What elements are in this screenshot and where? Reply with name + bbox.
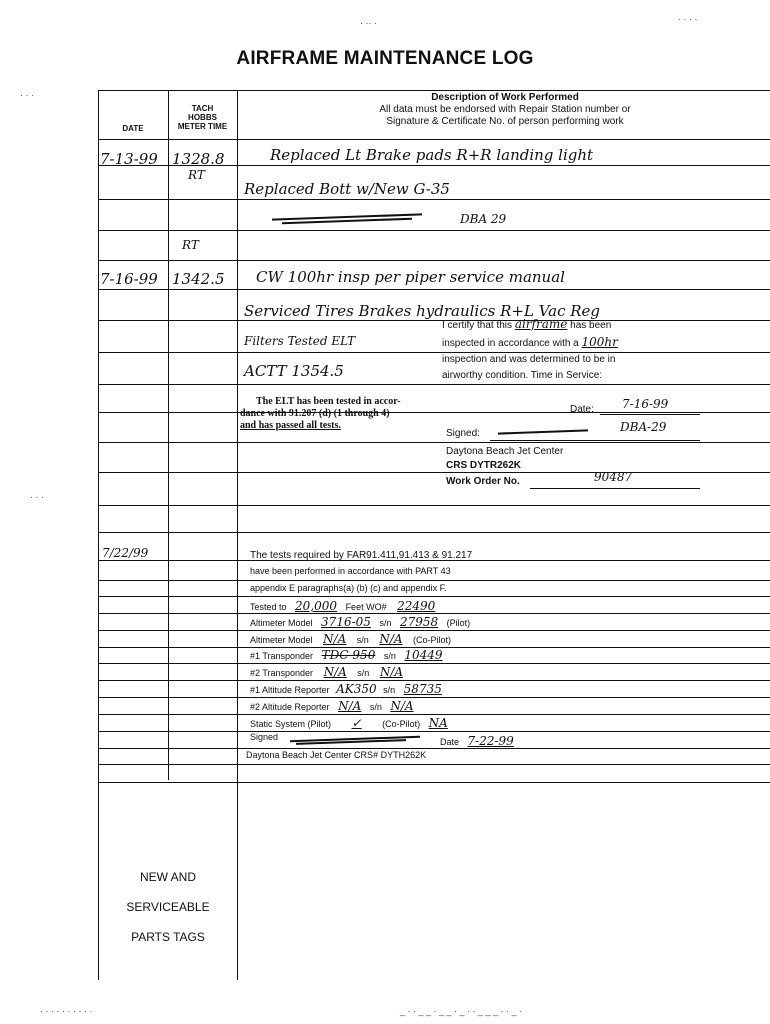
row-line [98, 289, 770, 290]
row-line [98, 230, 770, 231]
crs-number: CRS DYTR262K [446, 460, 522, 471]
e3-l9b: AK350 [336, 682, 377, 696]
header-date: DATE [122, 124, 144, 133]
e3-l6e: (Co-Pilot) [413, 635, 452, 645]
row-line [98, 384, 770, 385]
elt-line1: The ELT has been tested in accor- [256, 396, 401, 407]
parts-line3: PARTS TAGS [131, 930, 205, 944]
e3-l8 [250, 665, 411, 679]
entry1-rt1: RT [188, 168, 205, 182]
e3-l5a: Altimeter Model [250, 618, 313, 628]
row-line [98, 320, 770, 321]
entry2-line4: ACTT 1354.5 [244, 362, 344, 380]
scan-speck: · · · [20, 90, 34, 100]
e3-l10 [250, 699, 420, 713]
entry2-line2: Serviced Tires Brakes hydraulics R+L Vac Reg [244, 302, 601, 320]
e3-l10d: N/A [390, 699, 414, 713]
row-line [98, 412, 770, 413]
e3-l7a: #1 Transponder [250, 651, 314, 661]
work-order-value: 90487 [594, 470, 633, 484]
entry3-date: 7/22/99 [102, 546, 149, 560]
e3-l7b: TDC-950 [321, 648, 376, 662]
e3-l9d: 58735 [403, 682, 442, 696]
parts-tags [98, 862, 238, 952]
entry2-signature [498, 426, 598, 438]
row-line [98, 630, 770, 631]
e3-l6 [250, 632, 451, 646]
row-line [98, 472, 770, 473]
work-order-label: Work Order No. [446, 476, 520, 487]
header-desc-title: Description of Work Performed [431, 92, 579, 103]
e3-l5e: (Pilot) [446, 618, 471, 628]
e3-l10b: N/A [338, 699, 362, 713]
e3-l12a: Signed [250, 732, 279, 742]
row-line [98, 613, 770, 614]
entry2-date: 7-16-99 [100, 270, 158, 288]
certify-line4: airworthy condition. Time in Service: [442, 370, 603, 381]
entry1-line3: DBA 29 [460, 212, 507, 226]
row-line [98, 580, 770, 581]
entry1-rt2: RT [182, 238, 199, 252]
e3-l9 [250, 682, 448, 696]
certify-text-c: inspected in accordance with a [442, 338, 579, 349]
e3-l10a: #2 Altitude Reporter [250, 702, 330, 712]
e3-l8d: N/A [379, 665, 404, 679]
row-line [98, 731, 770, 732]
row-line [98, 596, 770, 597]
entry2-date-value: 7-16-99 [622, 397, 669, 411]
entry2-line3: Filters Tested ELT [244, 334, 356, 348]
entry1-tach: 1328.8 [172, 150, 225, 168]
certify-line2 [442, 336, 618, 350]
certify-line1 [442, 318, 611, 332]
e3-l2: have been performed in accordance with PART 43 [250, 566, 451, 576]
e3-l12b: Date [440, 737, 460, 747]
row-line [98, 680, 770, 681]
row-line [98, 532, 770, 533]
e3-l6d: N/A [379, 632, 403, 646]
row-line [98, 663, 770, 664]
e3-l11c: (Co-Pilot) [382, 719, 421, 729]
parts-line2: SERVICEABLE [126, 900, 210, 914]
e3-l12c: 7-22-99 [467, 734, 514, 748]
e3-signature [290, 734, 430, 746]
e3-l1: The tests required by FAR91.411,91.413 & 91.217 [250, 550, 473, 561]
row-line [98, 199, 770, 200]
e3-l6b: N/A [323, 632, 347, 646]
scan-speck: _ · · _ _ · _ _ · _ · · _ _ _ · · _ · [400, 1006, 523, 1016]
certify-line3: inspection and was determined to be in [442, 354, 616, 365]
scan-speck: · · · · [678, 14, 698, 24]
e3-l7 [250, 648, 449, 662]
certify-text-b: has been [570, 320, 612, 331]
e3-l8a: #2 Transponder [250, 668, 314, 678]
entry2-signed-label: Signed: [446, 428, 480, 439]
header-tach-line2: HOBBS [188, 113, 217, 122]
e3-l10c: s/n [369, 702, 382, 712]
e3-l5c: s/n [379, 618, 392, 628]
row-line [98, 764, 770, 765]
e3-l9c: s/n [383, 685, 396, 695]
certify-hand2: 100hr [581, 335, 618, 349]
entry2-tach: 1342.5 [172, 270, 225, 288]
header-description [240, 92, 770, 128]
entry2-signed-value: DBA-29 [620, 420, 667, 434]
header-tach-line1: TACH [191, 104, 214, 113]
e3-l12-date [440, 734, 514, 748]
e3-l4c: Feet WO# [345, 602, 387, 612]
e3-l5b: 3716-05 [321, 615, 371, 629]
header-tach [168, 104, 237, 131]
e3-l4d: 22490 [397, 599, 436, 613]
e3-l11d: NA [428, 716, 448, 730]
entry1-date: 7-13-99 [100, 150, 158, 168]
e3-l5d: 27958 [399, 615, 439, 629]
e3-l11b: ✓ [351, 716, 362, 730]
e3-l8c: s/n [357, 668, 370, 678]
e3-l12 [250, 732, 278, 742]
row-line [98, 714, 770, 715]
e3-l3: appendix E paragraphs(a) (b) (c) and appendix F. [250, 583, 447, 593]
e3-l7d: 10449 [404, 648, 443, 662]
row-line [98, 442, 770, 443]
certify-hand1: airframe [514, 317, 568, 331]
entry1-line2: Replaced Bott w/New G-35 [244, 180, 450, 198]
row-line [98, 748, 770, 749]
row-line [98, 260, 770, 261]
e3-l7c: s/n [383, 651, 396, 661]
elt-line2: dance with 91.207 (d) (1 through 4) [240, 408, 390, 419]
shop-name: Daytona Beach Jet Center [446, 446, 564, 457]
header-desc-line3: Signature & Certificate No. of person performing work [386, 116, 624, 127]
scan-speck: · · · [30, 492, 44, 502]
e3-l9a: #1 Altitude Reporter [250, 685, 330, 695]
header-desc-line2: All data must be endorsed with Repair Station number or [379, 104, 631, 115]
parts-line1: NEW AND [139, 870, 196, 884]
e3-l4 [250, 599, 435, 613]
entry2-date-label: Date: [570, 404, 594, 415]
certify-text-a: I certify that this [442, 320, 513, 331]
e3-l13: Daytona Beach Jet Center CRS# DYTH262K [246, 750, 427, 760]
entry1-signature [272, 210, 442, 228]
row-line [98, 505, 770, 506]
scan-speck: · ·· · [360, 18, 377, 28]
e3-l4b: 20,000 [295, 599, 338, 613]
e3-l4a: Tested to [250, 602, 287, 612]
header-tach-line3: METER TIME [177, 122, 228, 131]
row-line [98, 782, 770, 783]
e3-l8b: N/A [323, 665, 347, 679]
e3-l11 [250, 716, 448, 730]
entry1-line1: Replaced Lt Brake pads R+R landing light [270, 146, 594, 164]
e3-l6a: Altimeter Model [250, 635, 313, 645]
entry2-line1: CW 100hr insp per piper service manual [256, 268, 565, 286]
e3-l11a: Static System (Pilot) [250, 719, 332, 729]
elt-line3: and has passed all tests. [240, 420, 341, 431]
row-line [98, 697, 770, 698]
e3-l6c: s/n [356, 635, 369, 645]
e3-l5 [250, 615, 470, 629]
scan-speck: · · · · · · · · · · [40, 1006, 93, 1016]
row-line [98, 352, 770, 353]
page-title: AIRFRAME MAINTENANCE LOG [236, 48, 534, 69]
